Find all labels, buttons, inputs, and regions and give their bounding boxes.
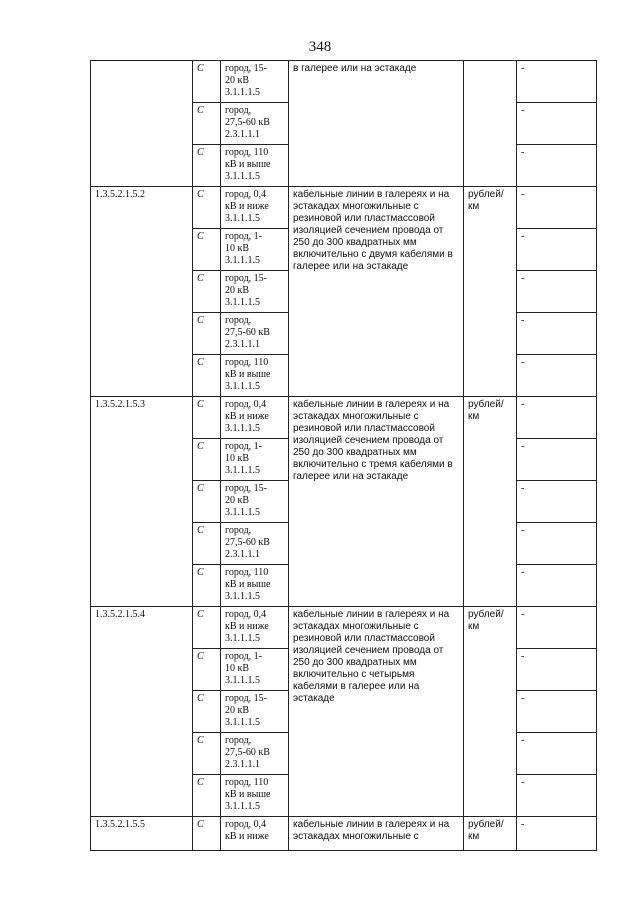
value-cell: -: [517, 649, 597, 691]
category-cell: С: [193, 61, 221, 103]
territory-line: город, 1-: [225, 231, 262, 242]
value-cell: -: [517, 313, 597, 355]
territory-line: 3.1.1.1.5: [225, 465, 260, 476]
territory-line: город,: [225, 525, 252, 536]
territory-line: 3.1.1.1.5: [225, 381, 260, 392]
territory-line: 3.1.1.1.5: [225, 507, 260, 518]
territory-line: 27,5-60 кВ: [225, 537, 270, 548]
category-cell: С: [193, 439, 221, 481]
value-cell: -: [517, 271, 597, 313]
territory-line: город, 0,4: [225, 189, 267, 200]
territory-line: 10 кВ: [225, 453, 250, 464]
value-cell: -: [517, 523, 597, 565]
territory-line: город, 110: [225, 777, 269, 788]
territory-line: город,: [225, 105, 252, 116]
territory-cell: [221, 481, 289, 523]
territory-cell: [221, 817, 289, 851]
value-cell: -: [517, 817, 597, 851]
value-cell: -: [517, 607, 597, 649]
territory-line: кВ и выше: [225, 789, 271, 800]
item-code: 1.3.5.2.1.5.4: [91, 607, 193, 817]
value-cell: -: [517, 775, 597, 817]
value-cell: -: [517, 145, 597, 187]
unit-cell: рублей/ км: [464, 607, 517, 817]
value-cell: -: [517, 439, 597, 481]
territory-cell: [221, 607, 289, 649]
description-cell: кабельные линии в галереях и на эстакадах многожильные с резиновой или пластмассовой изоляцией сечением провода от 250 до 300 квадратных мм включительно с двумя кабелями в галерее или на эстакаде: [289, 187, 464, 397]
category-cell: С: [193, 481, 221, 523]
territory-line: 2.3.1.1.1: [225, 339, 260, 350]
table-row: [91, 61, 597, 103]
territory-line: 2.3.1.1.1: [225, 549, 260, 560]
territory-line: 3.1.1.1.5: [225, 87, 260, 98]
category-cell: С: [193, 397, 221, 439]
territory-line: город, 1-: [225, 651, 262, 662]
territory-line: 2.3.1.1.1: [225, 129, 260, 140]
description-cell: кабельные линии в галереях и на эстакадах многожильные с резиновой или пластмассовой изоляцией сечением провода от 250 до 300 квадратных мм включительно с четырьмя кабелями в галерее или на эстакаде: [289, 607, 464, 817]
territory-cell: [221, 439, 289, 481]
value-cell: -: [517, 481, 597, 523]
description-cell: кабельные линии в галереях и на эстакадах многожильные с: [289, 817, 464, 851]
territory-line: 3.1.1.1.5: [225, 171, 260, 182]
category-cell: С: [193, 733, 221, 775]
category-cell: С: [193, 817, 221, 851]
territory-line: кВ и выше: [225, 159, 271, 170]
territory-line: 27,5-60 кВ: [225, 327, 270, 338]
page-number: 348: [308, 39, 332, 55]
category-cell: С: [193, 103, 221, 145]
territory-line: кВ и ниже: [225, 831, 269, 842]
value-cell: -: [517, 61, 597, 103]
category-cell: С: [193, 271, 221, 313]
territory-cell: [221, 61, 289, 103]
item-code: 1.3.5.2.1.5.2: [91, 187, 193, 397]
territory-line: город, 0,4: [225, 399, 267, 410]
territory-line: город, 110: [225, 147, 269, 158]
territory-cell: [221, 229, 289, 271]
territory-cell: [221, 355, 289, 397]
value-cell: -: [517, 103, 597, 145]
territory-line: 20 кВ: [225, 495, 250, 506]
territory-line: 3.1.1.1.5: [225, 297, 260, 308]
table-row: [91, 397, 597, 439]
category-cell: С: [193, 313, 221, 355]
territory-line: город, 0,4: [225, 609, 267, 620]
territory-line: город,: [225, 735, 252, 746]
table-row: [91, 817, 597, 851]
description-cell: в галерее или на эстакаде: [289, 61, 464, 187]
value-cell: -: [517, 565, 597, 607]
value-cell: -: [517, 733, 597, 775]
territory-line: кВ и выше: [225, 369, 271, 380]
territory-line: 10 кВ: [225, 663, 250, 674]
value-cell: -: [517, 229, 597, 271]
category-cell: С: [193, 691, 221, 733]
territory-line: кВ и ниже: [225, 621, 269, 632]
territory-line: город,: [225, 315, 252, 326]
category-cell: С: [193, 145, 221, 187]
territory-line: кВ и ниже: [225, 411, 269, 422]
category-cell: С: [193, 523, 221, 565]
unit-cell: рублей/ км: [464, 397, 517, 607]
territory-line: 20 кВ: [225, 705, 250, 716]
category-cell: С: [193, 607, 221, 649]
territory-line: кВ и ниже: [225, 201, 269, 212]
category-cell: С: [193, 355, 221, 397]
item-code: [91, 61, 193, 187]
tariff-table-body: [91, 61, 597, 851]
territory-line: город, 0,4: [225, 819, 267, 830]
territory-line: город, 15-: [225, 483, 267, 494]
territory-line: город, 15-: [225, 63, 267, 74]
territory-line: город, 110: [225, 357, 269, 368]
category-cell: С: [193, 187, 221, 229]
territory-cell: [221, 187, 289, 229]
territory-line: город, 15-: [225, 273, 267, 284]
unit-cell: [464, 61, 517, 187]
territory-line: город, 1-: [225, 441, 262, 452]
territory-cell: [221, 313, 289, 355]
territory-line: 3.1.1.1.5: [225, 213, 260, 224]
territory-line: 3.1.1.1.5: [225, 255, 260, 266]
territory-cell: [221, 649, 289, 691]
territory-line: город, 110: [225, 567, 269, 578]
territory-line: 27,5-60 кВ: [225, 747, 270, 758]
item-code: 1.3.5.2.1.5.5: [91, 817, 193, 851]
territory-cell: [221, 691, 289, 733]
territory-cell: [221, 775, 289, 817]
territory-cell: [221, 145, 289, 187]
territory-cell: [221, 733, 289, 775]
description-cell: кабельные линии в галереях и на эстакадах многожильные с резиновой или пластмассовой изоляцией сечением провода от 250 до 300 квадратных мм включительно с тремя кабелями в галерее или на эстакаде: [289, 397, 464, 607]
table-row: [91, 607, 597, 649]
territory-line: 10 кВ: [225, 243, 250, 254]
territory-line: кВ и выше: [225, 579, 271, 590]
territory-cell: [221, 271, 289, 313]
territory-cell: [221, 523, 289, 565]
territory-line: 3.1.1.1.5: [225, 591, 260, 602]
territory-cell: [221, 565, 289, 607]
territory-line: 3.1.1.1.5: [225, 801, 260, 812]
value-cell: -: [517, 691, 597, 733]
value-cell: -: [517, 187, 597, 229]
category-cell: С: [193, 775, 221, 817]
item-code: 1.3.5.2.1.5.3: [91, 397, 193, 607]
territory-line: 20 кВ: [225, 285, 250, 296]
territory-line: 3.1.1.1.5: [225, 633, 260, 644]
category-cell: С: [193, 649, 221, 691]
territory-line: 27,5-60 кВ: [225, 117, 270, 128]
unit-cell: рублей/ км: [464, 817, 517, 851]
territory-line: 3.1.1.1.5: [225, 675, 260, 686]
category-cell: С: [193, 565, 221, 607]
territory-line: 20 кВ: [225, 75, 250, 86]
unit-cell: рублей/ км: [464, 187, 517, 397]
territory-line: 3.1.1.1.5: [225, 717, 260, 728]
value-cell: -: [517, 397, 597, 439]
territory-line: город, 15-: [225, 693, 267, 704]
value-cell: -: [517, 355, 597, 397]
tariff-table: [90, 60, 597, 851]
table-row: [91, 187, 597, 229]
territory-cell: [221, 397, 289, 439]
category-cell: С: [193, 229, 221, 271]
territory-line: 3.1.1.1.5: [225, 423, 260, 434]
territory-line: 2.3.1.1.1: [225, 759, 260, 770]
territory-cell: [221, 103, 289, 145]
